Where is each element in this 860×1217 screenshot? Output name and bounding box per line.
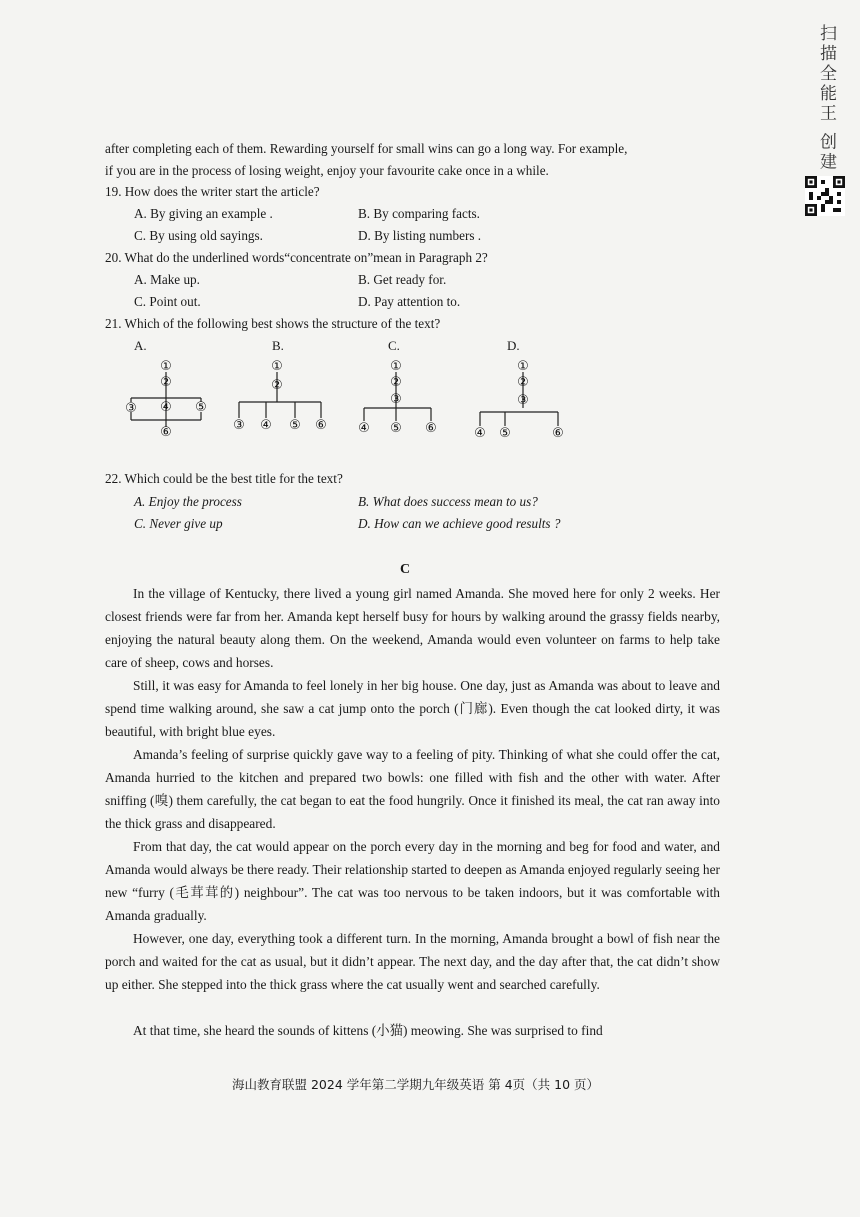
- diagram-a-node-4: ④: [160, 400, 172, 415]
- question-number: 22.: [105, 471, 122, 486]
- passage-c-paragraph-2: Still, it was easy for Amanda to feel lonely in her big house. One day, just as Amanda was about to leave and spend time walking around, she saw a cat jump onto the porch (门廊). Even though the cat looked dirty, it was beautiful, with bright blue eyes.: [105, 678, 720, 739]
- passage-c-paragraph-4: From that day, the cat would appear on the porch every day in the morning and beg for food and water, and Amanda would always be there ready. Their relationship started to deepen as Amanda enjoyed regularly seeing her new “furry (毛茸茸的) neighbour”. The cat was too nervous to be taken indoors, but it was comfortable with Amanda gradually.: [105, 839, 721, 923]
- question-text: How does the writer start the article?: [124, 184, 320, 199]
- scanner-watermark: 扫描全能王 创建: [816, 24, 836, 173]
- diagram-d-node-3: ③: [517, 393, 529, 408]
- diagram-a-node-2: ②: [160, 375, 172, 390]
- question-text: What do the underlined words“concentrate on”mean in Paragraph 2?: [124, 250, 488, 265]
- option-22-c: C. Never give up: [134, 516, 223, 531]
- diagram-c-node-4: ④: [358, 421, 370, 436]
- question-number: 20.: [105, 250, 122, 265]
- option-20-d: D. Pay attention to.: [358, 294, 461, 309]
- passage-b-ending-line-1: after completing each of them. Rewarding yourself for small wins can go a long way. For example,: [105, 141, 628, 156]
- diagram-d-node-2: ②: [517, 375, 529, 390]
- option-22-d: D. How can we achieve good results ?: [358, 516, 561, 531]
- structure-diagrams: [0, 0, 860, 460]
- diagram-a-node-1: ①: [160, 359, 172, 374]
- option-20-c: C. Point out.: [134, 294, 201, 309]
- passage-b-ending-line-2: if you are in the process of losing weight, enjoy your favourite cake once in a while.: [105, 163, 549, 178]
- diagram-d-node-1: ①: [517, 359, 529, 374]
- diagram-c-node-5: ⑤: [390, 421, 402, 436]
- diagram-c-node-1: ①: [390, 359, 402, 374]
- diagram-c-node-3: ③: [390, 392, 402, 407]
- passage-c-paragraph-1: In the village of Kentucky, there lived a young girl named Amanda. She moved here for only 2 weeks. Her closest friends were far from her. Amanda kept herself busy for hours by walking around the grassy fields nearby, enjoying the natural beauty along them. On the weekend, Amanda would even volunteer on farms to help take care of sheep, cows and horses.: [105, 586, 720, 670]
- option-19-b: B. By comparing facts.: [358, 206, 480, 221]
- option-22-b: B. What does success mean to us?: [358, 494, 538, 509]
- diagram-d-node-4: ④: [474, 426, 486, 441]
- passage-c-paragraph-5: However, one day, everything took a different turn. In the morning, Amanda brought a bowl of fish near the porch and waited for the cat as usual, but it didn’t appear. The next day, and the day after that, the cat didn’t show up either. She stepped into the thick grass where the cat usually went and searched carefully.: [105, 931, 720, 992]
- diagram-label-a: A.: [134, 338, 147, 353]
- diagram-a-node-3: ③: [125, 401, 137, 416]
- diagram-label-d: D.: [507, 338, 520, 353]
- diagram-b-node-4: ④: [260, 418, 272, 433]
- passage-c-paragraph-6: At that time, she heard the sounds of kittens (小猫) meowing. She was surprised to find: [133, 1023, 603, 1038]
- diagram-a-node-5: ⑤: [195, 400, 207, 415]
- diagram-b-node-1: ①: [271, 359, 283, 374]
- option-19-a: A. By giving an example .: [134, 206, 273, 221]
- question-22: [105, 470, 343, 488]
- diagram-a-node-6: ⑥: [160, 425, 172, 440]
- page-footer: 海山教育联盟 2024 学年第二学期九年级英语 第 4页（共 10 页）: [232, 1077, 600, 1092]
- diagram-b-node-5: ⑤: [289, 418, 301, 433]
- question-number: 19.: [105, 184, 122, 199]
- question-number: 21.: [105, 316, 122, 331]
- diagram-b-node-2: ②: [271, 378, 283, 393]
- diagram-label-b: B.: [272, 338, 284, 353]
- option-22-a: A. Enjoy the process: [134, 494, 242, 509]
- question-text: Which could be the best title for the text?: [124, 471, 343, 486]
- option-20-b: B. Get ready for.: [358, 272, 447, 287]
- diagram-b-node-6: ⑥: [315, 418, 327, 433]
- passage-c-paragraph-3: Amanda’s feeling of surprise quickly gave way to a feeling of pity. Thinking of what she could offer the cat, Amanda hurried to the kitchen and prepared two bowls: one filled with fish and the other with water. After sniffing (嗅) them carefully, the cat began to eat the food hungrily. Once it finished its meal, the cat ran away into the thick grass and disappeared.: [105, 747, 720, 831]
- diagram-c-node-6: ⑥: [425, 421, 437, 436]
- option-19-d: D. By listing numbers .: [358, 228, 482, 243]
- diagram-d-node-6: ⑥: [552, 426, 564, 441]
- diagram-c-node-2: ②: [390, 375, 402, 390]
- section-heading: C: [400, 562, 411, 577]
- diagram-label-c: C.: [388, 338, 400, 353]
- option-19-c: C. By using old sayings.: [134, 228, 263, 243]
- question-text: Which of the following best shows the structure of the text?: [124, 316, 441, 331]
- diagram-b-node-3: ③: [233, 418, 245, 433]
- option-20-a: A. Make up.: [134, 272, 200, 287]
- diagram-d-node-5: ⑤: [499, 426, 511, 441]
